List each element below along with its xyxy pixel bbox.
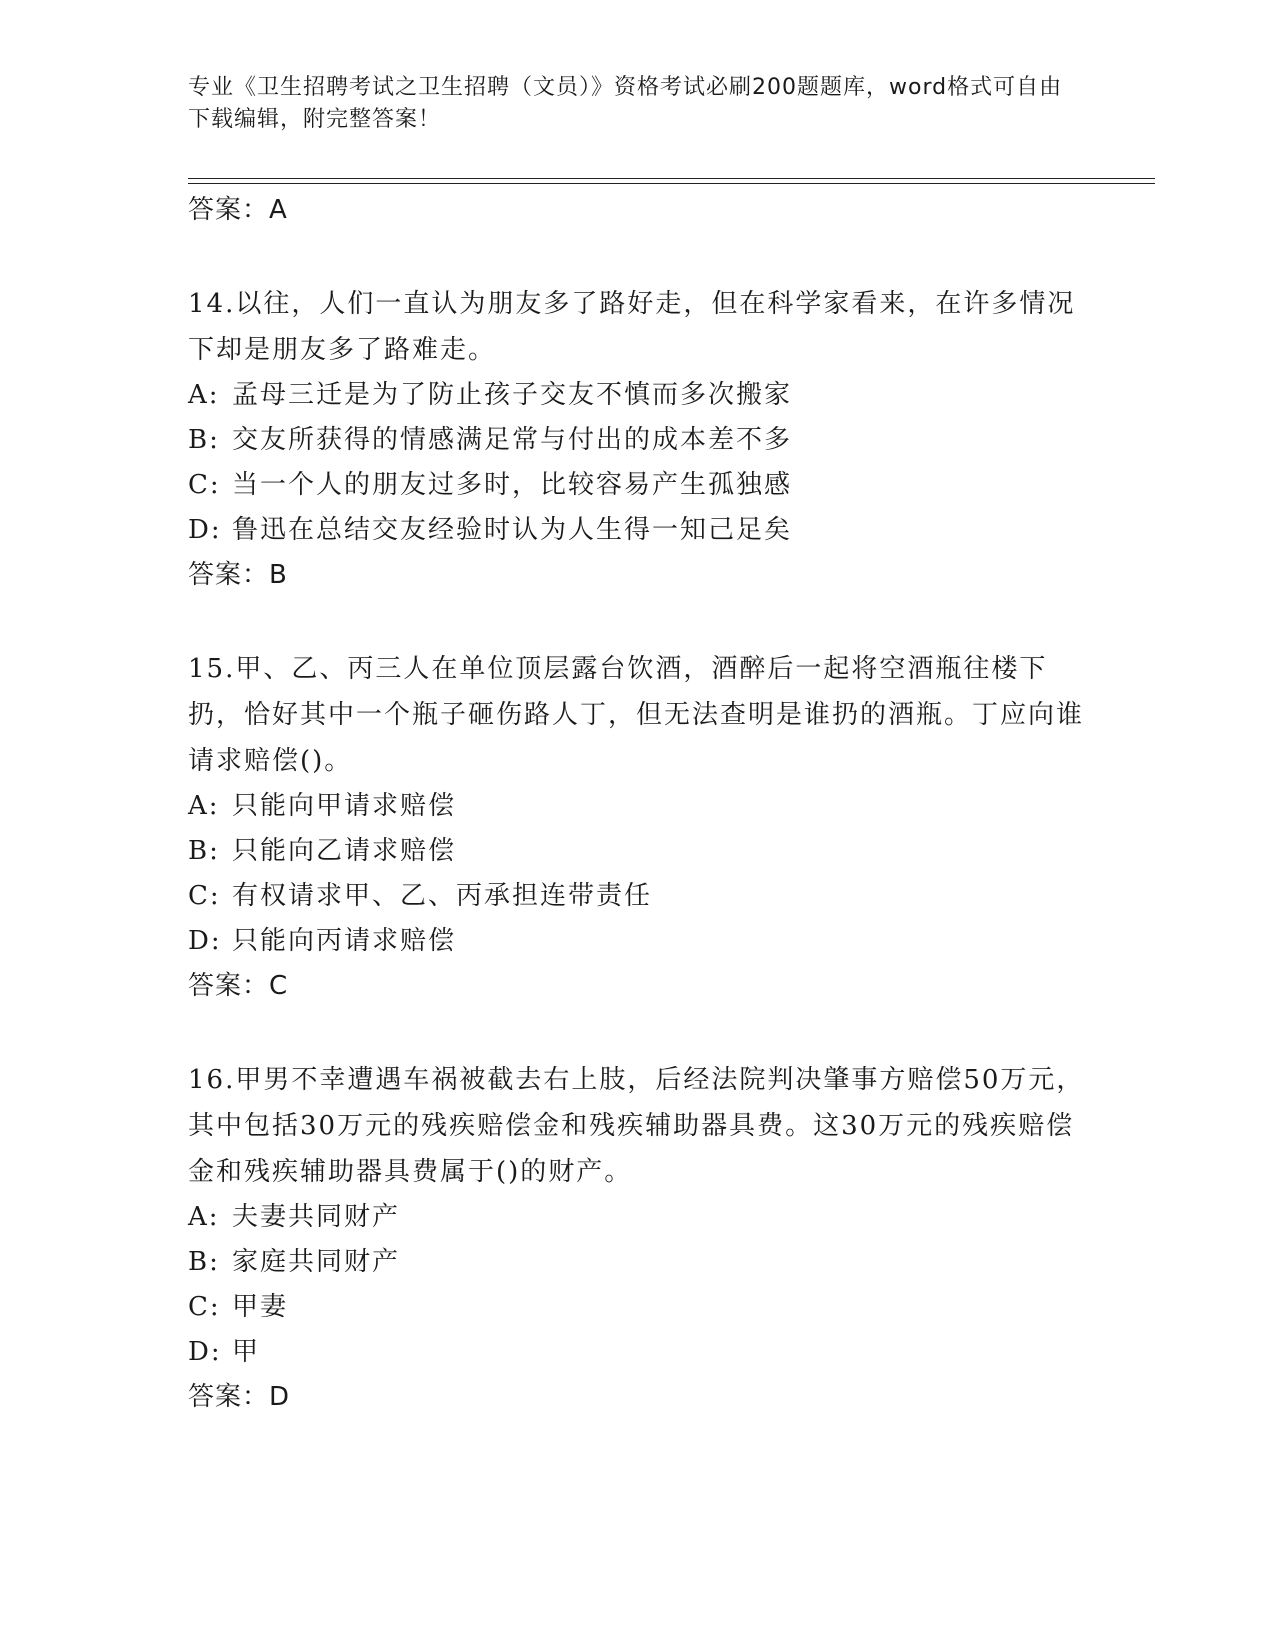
option-d xyxy=(188,919,1088,964)
option-c xyxy=(188,463,1088,508)
answer-key: 答案：C xyxy=(188,971,289,1001)
option-letter: A: xyxy=(188,380,220,410)
option-a xyxy=(188,1195,1088,1240)
question-list xyxy=(188,188,1088,1420)
document-header: 专业《卫生招聘考试之卫生招聘（文员）》资格考试必刷200题题库，word格式可自由下载编辑，附完整答案！ xyxy=(188,75,1063,132)
option-c xyxy=(188,1285,1088,1330)
option-letter: B: xyxy=(188,425,220,455)
header-rule-bottom xyxy=(188,183,1155,184)
option-c xyxy=(188,874,1088,919)
option-text: 家庭共同财产 xyxy=(232,1247,401,1277)
option-letter: A: xyxy=(188,1202,220,1232)
option-text: 甲妻 xyxy=(232,1292,289,1322)
option-letter: D: xyxy=(188,1337,222,1367)
option-text: 只能向乙请求赔偿 xyxy=(232,836,457,866)
option-text: 只能向甲请求赔偿 xyxy=(232,791,457,821)
question-14 xyxy=(188,281,1088,598)
option-b xyxy=(188,1240,1088,1285)
option-letter: A: xyxy=(188,791,220,821)
option-d xyxy=(188,1330,1088,1375)
option-text: 鲁迅在总结交友经验时认为人生得一知己足矣 xyxy=(232,515,793,545)
option-text: 当一个人的朋友过多时，比较容易产生孤独感 xyxy=(232,470,793,500)
option-a xyxy=(188,784,1088,829)
option-letter: B: xyxy=(188,1247,220,1277)
option-a xyxy=(188,373,1088,418)
option-b xyxy=(188,418,1088,463)
option-letter: C: xyxy=(188,881,221,911)
previous-answer: 答案：A xyxy=(188,195,288,225)
question-text: 15.甲、乙、丙三人在单位顶层露台饮酒，酒醉后一起将空酒瓶往楼下扔，恰好其中一个瓶子砸伤路人丁，但无法查明是谁扔的酒瓶。丁应向谁请求赔偿()。 xyxy=(188,654,1085,776)
answer-key: 答案：B xyxy=(188,560,288,590)
option-letter: D: xyxy=(188,926,222,956)
question-text: 16.甲男不幸遭遇车祸被截去右上肢，后经法院判决肇事方赔偿50万元，其中包括30万元的残疾赔偿金和残疾辅助器具费。这30万元的残疾赔偿金和残疾辅助器具费属于()的财产。 xyxy=(188,1065,1085,1187)
option-text: 甲 xyxy=(232,1337,261,1367)
question-16 xyxy=(188,1057,1088,1420)
option-letter: C: xyxy=(188,470,221,500)
option-letter: C: xyxy=(188,1292,221,1322)
option-text: 有权请求甲、乙、丙承担连带责任 xyxy=(232,881,653,911)
answer-key: 答案：D xyxy=(188,1382,291,1412)
header-rule-top xyxy=(188,178,1155,179)
option-text: 只能向丙请求赔偿 xyxy=(232,926,457,956)
question-text: 14.以往，人们一直认为朋友多了路好走，但在科学家看来，在许多情况下却是朋友多了路难走。 xyxy=(188,289,1076,365)
option-b xyxy=(188,829,1088,874)
option-d xyxy=(188,508,1088,553)
option-letter: B: xyxy=(188,836,220,866)
option-text: 夫妻共同财产 xyxy=(232,1202,401,1232)
question-15 xyxy=(188,646,1088,1009)
option-letter: D: xyxy=(188,515,222,545)
option-text: 孟母三迁是为了防止孩子交友不慎而多次搬家 xyxy=(232,380,793,410)
option-text: 交友所获得的情感满足常与付出的成本差不多 xyxy=(232,425,793,455)
